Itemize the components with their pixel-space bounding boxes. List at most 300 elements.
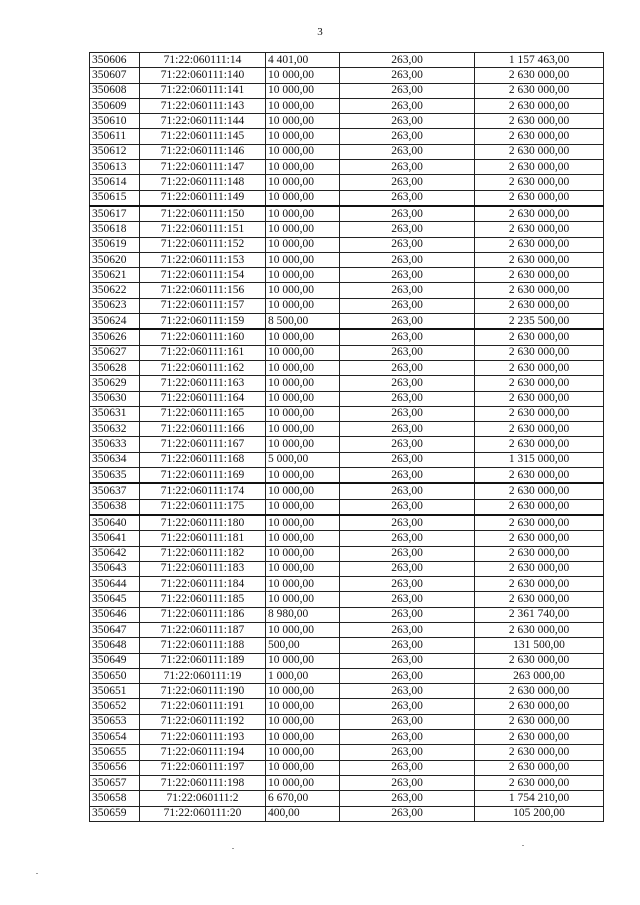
cadastral-number-cell: 71:22:060111:149	[140, 190, 266, 206]
cadastral-number-cell: 71:22:060111:188	[140, 638, 266, 653]
rate-cell: 263,00	[340, 175, 475, 190]
area-cell: 10 000,00	[266, 268, 340, 283]
row-id-cell: 350652	[90, 699, 140, 714]
area-cell: 6 670,00	[266, 791, 340, 806]
area-cell: 10 000,00	[266, 360, 340, 375]
cadastral-number-cell: 71:22:060111:193	[140, 730, 266, 745]
area-cell: 10 000,00	[266, 699, 340, 714]
cadastral-number-cell: 71:22:060111:185	[140, 592, 266, 607]
cadastral-number-cell: 71:22:060111:152	[140, 237, 266, 252]
cadastral-number-cell: 71:22:060111:174	[140, 483, 266, 499]
table-row	[90, 206, 604, 222]
table-row	[90, 483, 604, 499]
cadastral-number-cell: 71:22:060111:148	[140, 175, 266, 190]
cadastral-number-cell: 71:22:060111:164	[140, 391, 266, 406]
row-id-cell: 350611	[90, 129, 140, 144]
rate-cell: 263,00	[340, 190, 475, 206]
table-row	[90, 699, 604, 714]
cadastral-number-cell: 71:22:060111:20	[140, 806, 266, 821]
value-cell: 2 630 000,00	[475, 222, 604, 237]
value-cell: 2 630 000,00	[475, 268, 604, 283]
area-cell: 10 000,00	[266, 391, 340, 406]
value-cell: 2 630 000,00	[475, 760, 604, 775]
value-cell: 2 630 000,00	[475, 714, 604, 729]
rate-cell: 263,00	[340, 806, 475, 821]
value-cell: 1 754 210,00	[475, 791, 604, 806]
table-row	[90, 298, 604, 313]
area-cell: 8 500,00	[266, 314, 340, 330]
table-row	[90, 391, 604, 406]
table-row	[90, 406, 604, 421]
rate-cell: 263,00	[340, 237, 475, 252]
cadastral-number-cell: 71:22:060111:194	[140, 745, 266, 760]
value-cell: 2 630 000,00	[475, 622, 604, 637]
rate-cell: 263,00	[340, 668, 475, 683]
rate-cell: 263,00	[340, 653, 475, 668]
table-row	[90, 437, 604, 452]
scan-speck	[232, 848, 234, 849]
value-cell: 2 630 000,00	[475, 98, 604, 113]
table-row	[90, 468, 604, 484]
row-id-cell: 350641	[90, 531, 140, 546]
row-id-cell: 350657	[90, 775, 140, 790]
rate-cell: 263,00	[340, 592, 475, 607]
rate-cell: 263,00	[340, 129, 475, 144]
rate-cell: 263,00	[340, 376, 475, 391]
value-cell: 2 630 000,00	[475, 252, 604, 267]
cadastral-number-cell: 71:22:060111:161	[140, 345, 266, 360]
table-row	[90, 329, 604, 345]
rate-cell: 263,00	[340, 160, 475, 175]
value-cell: 131 500,00	[475, 638, 604, 653]
area-cell: 10 000,00	[266, 206, 340, 222]
rate-cell: 263,00	[340, 360, 475, 375]
rate-cell: 263,00	[340, 252, 475, 267]
table-row	[90, 714, 604, 729]
value-cell: 2 630 000,00	[475, 730, 604, 745]
area-cell: 10 000,00	[266, 730, 340, 745]
table-row	[90, 561, 604, 576]
row-id-cell: 350614	[90, 175, 140, 190]
row-id-cell: 350607	[90, 68, 140, 83]
cadastral-number-cell: 71:22:060111:197	[140, 760, 266, 775]
row-id-cell: 350655	[90, 745, 140, 760]
cadastral-number-cell: 71:22:060111:156	[140, 283, 266, 298]
row-id-cell: 350643	[90, 561, 140, 576]
table-row	[90, 422, 604, 437]
scan-speck	[522, 845, 524, 846]
row-id-cell: 350619	[90, 237, 140, 252]
cadastral-number-cell: 71:22:060111:153	[140, 252, 266, 267]
table-row	[90, 684, 604, 699]
value-cell: 2 630 000,00	[475, 237, 604, 252]
table-row	[90, 791, 604, 806]
rate-cell: 263,00	[340, 760, 475, 775]
row-id-cell: 350650	[90, 668, 140, 683]
row-id-cell: 350629	[90, 376, 140, 391]
value-cell: 105 200,00	[475, 806, 604, 821]
rate-cell: 263,00	[340, 53, 475, 68]
area-cell: 10 000,00	[266, 468, 340, 484]
table-row	[90, 175, 604, 190]
table-body	[90, 53, 604, 822]
row-id-cell: 350653	[90, 714, 140, 729]
table-row	[90, 190, 604, 206]
table-row	[90, 452, 604, 467]
table-row	[90, 376, 604, 391]
cadastral-number-cell: 71:22:060111:184	[140, 577, 266, 592]
value-cell: 2 630 000,00	[475, 129, 604, 144]
cadastral-number-cell: 71:22:060111:162	[140, 360, 266, 375]
row-id-cell: 350626	[90, 329, 140, 345]
cadastral-number-cell: 71:22:060111:192	[140, 714, 266, 729]
rate-cell: 263,00	[340, 699, 475, 714]
row-id-cell: 350628	[90, 360, 140, 375]
row-id-cell: 350648	[90, 638, 140, 653]
row-id-cell: 350630	[90, 391, 140, 406]
rate-cell: 263,00	[340, 745, 475, 760]
area-cell: 10 000,00	[266, 144, 340, 159]
rate-cell: 263,00	[340, 68, 475, 83]
rate-cell: 263,00	[340, 452, 475, 467]
row-id-cell: 350645	[90, 592, 140, 607]
table-row	[90, 515, 604, 531]
rate-cell: 263,00	[340, 391, 475, 406]
rate-cell: 263,00	[340, 531, 475, 546]
area-cell: 10 000,00	[266, 345, 340, 360]
cadastral-number-cell: 71:22:060111:186	[140, 607, 266, 622]
table-row	[90, 345, 604, 360]
cadastral-number-cell: 71:22:060111:159	[140, 314, 266, 330]
cadastral-number-cell: 71:22:060111:151	[140, 222, 266, 237]
table-row	[90, 360, 604, 375]
area-cell: 10 000,00	[266, 283, 340, 298]
value-cell: 2 630 000,00	[475, 546, 604, 561]
value-cell: 2 630 000,00	[475, 561, 604, 576]
area-cell: 10 000,00	[266, 653, 340, 668]
value-cell: 1 157 463,00	[475, 53, 604, 68]
rate-cell: 263,00	[340, 775, 475, 790]
row-id-cell: 350620	[90, 252, 140, 267]
row-id-cell: 350646	[90, 607, 140, 622]
table-row	[90, 607, 604, 622]
value-cell: 2 630 000,00	[475, 437, 604, 452]
rate-cell: 263,00	[340, 406, 475, 421]
table-row	[90, 653, 604, 668]
value-cell: 2 630 000,00	[475, 206, 604, 222]
area-cell: 10 000,00	[266, 684, 340, 699]
rate-cell: 263,00	[340, 222, 475, 237]
cadastral-number-cell: 71:22:060111:19	[140, 668, 266, 683]
area-cell: 5 000,00	[266, 452, 340, 467]
rate-cell: 263,00	[340, 684, 475, 699]
value-cell: 2 630 000,00	[475, 699, 604, 714]
row-id-cell: 350638	[90, 499, 140, 515]
row-id-cell: 350621	[90, 268, 140, 283]
value-cell: 2 630 000,00	[475, 515, 604, 531]
value-cell: 2 630 000,00	[475, 329, 604, 345]
row-id-cell: 350649	[90, 653, 140, 668]
cadastral-number-cell: 71:22:060111:143	[140, 98, 266, 113]
cadastral-number-cell: 71:22:060111:147	[140, 160, 266, 175]
value-cell: 2 630 000,00	[475, 298, 604, 313]
table-row	[90, 638, 604, 653]
row-id-cell: 350659	[90, 806, 140, 821]
area-cell: 10 000,00	[266, 760, 340, 775]
rate-cell: 263,00	[340, 298, 475, 313]
page-number: 3	[317, 26, 323, 38]
row-id-cell: 350654	[90, 730, 140, 745]
area-cell: 10 000,00	[266, 222, 340, 237]
row-id-cell: 350637	[90, 483, 140, 499]
area-cell: 4 401,00	[266, 53, 340, 68]
value-cell: 2 630 000,00	[475, 144, 604, 159]
area-cell: 10 000,00	[266, 237, 340, 252]
area-cell: 10 000,00	[266, 577, 340, 592]
row-id-cell: 350656	[90, 760, 140, 775]
row-id-cell: 350615	[90, 190, 140, 206]
area-cell: 10 000,00	[266, 376, 340, 391]
cadastral-number-cell: 71:22:060111:157	[140, 298, 266, 313]
rate-cell: 263,00	[340, 577, 475, 592]
area-cell: 10 000,00	[266, 561, 340, 576]
value-cell: 2 630 000,00	[475, 422, 604, 437]
cadastral-number-cell: 71:22:060111:140	[140, 68, 266, 83]
table-row	[90, 68, 604, 83]
value-cell: 2 630 000,00	[475, 345, 604, 360]
area-cell: 10 000,00	[266, 714, 340, 729]
value-cell: 2 630 000,00	[475, 499, 604, 515]
area-cell: 10 000,00	[266, 190, 340, 206]
cadastral-number-cell: 71:22:060111:14	[140, 53, 266, 68]
row-id-cell: 350640	[90, 515, 140, 531]
value-cell: 263 000,00	[475, 668, 604, 683]
rate-cell: 263,00	[340, 622, 475, 637]
table-row	[90, 806, 604, 821]
area-cell: 10 000,00	[266, 437, 340, 452]
value-cell: 2 630 000,00	[475, 175, 604, 190]
row-id-cell: 350642	[90, 546, 140, 561]
value-cell: 2 630 000,00	[475, 483, 604, 499]
rate-cell: 263,00	[340, 268, 475, 283]
cadastral-number-cell: 71:22:060111:189	[140, 653, 266, 668]
row-id-cell: 350658	[90, 791, 140, 806]
cadastral-number-cell: 71:22:060111:2	[140, 791, 266, 806]
value-cell: 2 630 000,00	[475, 406, 604, 421]
value-cell: 2 630 000,00	[475, 83, 604, 98]
area-cell: 10 000,00	[266, 98, 340, 113]
row-id-cell: 350606	[90, 53, 140, 68]
row-id-cell: 350622	[90, 283, 140, 298]
table-row	[90, 546, 604, 561]
value-cell: 1 315 000,00	[475, 452, 604, 467]
table-row	[90, 668, 604, 683]
area-cell: 10 000,00	[266, 114, 340, 129]
value-cell: 2 630 000,00	[475, 531, 604, 546]
rate-cell: 263,00	[340, 730, 475, 745]
value-cell: 2 630 000,00	[475, 391, 604, 406]
area-cell: 10 000,00	[266, 68, 340, 83]
table-row	[90, 622, 604, 637]
table-row	[90, 160, 604, 175]
rate-cell: 263,00	[340, 561, 475, 576]
value-cell: 2 630 000,00	[475, 745, 604, 760]
cadastral-number-cell: 71:22:060111:163	[140, 376, 266, 391]
row-id-cell: 350612	[90, 144, 140, 159]
row-id-cell: 350647	[90, 622, 140, 637]
area-cell: 10 000,00	[266, 129, 340, 144]
rate-cell: 263,00	[340, 499, 475, 515]
cadastral-number-cell: 71:22:060111:150	[140, 206, 266, 222]
value-cell: 2 235 500,00	[475, 314, 604, 330]
area-cell: 400,00	[266, 806, 340, 821]
row-id-cell: 350609	[90, 98, 140, 113]
cadastral-number-cell: 71:22:060111:187	[140, 622, 266, 637]
value-cell: 2 630 000,00	[475, 653, 604, 668]
row-id-cell: 350632	[90, 422, 140, 437]
table-row	[90, 499, 604, 515]
row-id-cell: 350610	[90, 114, 140, 129]
value-cell: 2 630 000,00	[475, 684, 604, 699]
area-cell: 10 000,00	[266, 531, 340, 546]
cadastral-number-cell: 71:22:060111:141	[140, 83, 266, 98]
land-parcel-table	[89, 52, 604, 822]
rate-cell: 263,00	[340, 98, 475, 113]
table-row	[90, 83, 604, 98]
cadastral-number-cell: 71:22:060111:183	[140, 561, 266, 576]
table-row	[90, 252, 604, 267]
area-cell: 10 000,00	[266, 592, 340, 607]
cadastral-number-cell: 71:22:060111:182	[140, 546, 266, 561]
rate-cell: 263,00	[340, 515, 475, 531]
cadastral-number-cell: 71:22:060111:167	[140, 437, 266, 452]
value-cell: 2 630 000,00	[475, 592, 604, 607]
row-id-cell: 350623	[90, 298, 140, 313]
area-cell: 10 000,00	[266, 175, 340, 190]
value-cell: 2 630 000,00	[475, 283, 604, 298]
area-cell: 10 000,00	[266, 160, 340, 175]
value-cell: 2 361 740,00	[475, 607, 604, 622]
table-row	[90, 730, 604, 745]
value-cell: 2 630 000,00	[475, 468, 604, 484]
area-cell: 8 980,00	[266, 607, 340, 622]
value-cell: 2 630 000,00	[475, 160, 604, 175]
row-id-cell: 350651	[90, 684, 140, 699]
area-cell: 10 000,00	[266, 745, 340, 760]
cadastral-number-cell: 71:22:060111:154	[140, 268, 266, 283]
area-cell: 10 000,00	[266, 329, 340, 345]
cadastral-number-cell: 71:22:060111:169	[140, 468, 266, 484]
row-id-cell: 350633	[90, 437, 140, 452]
value-cell: 2 630 000,00	[475, 376, 604, 391]
rate-cell: 263,00	[340, 638, 475, 653]
rate-cell: 263,00	[340, 714, 475, 729]
table-row	[90, 577, 604, 592]
value-cell: 2 630 000,00	[475, 577, 604, 592]
value-cell: 2 630 000,00	[475, 360, 604, 375]
row-id-cell: 350617	[90, 206, 140, 222]
table-row	[90, 129, 604, 144]
area-cell: 10 000,00	[266, 298, 340, 313]
table-row	[90, 745, 604, 760]
rate-cell: 263,00	[340, 468, 475, 484]
area-cell: 10 000,00	[266, 622, 340, 637]
rate-cell: 263,00	[340, 483, 475, 499]
rate-cell: 263,00	[340, 144, 475, 159]
cadastral-number-cell: 71:22:060111:145	[140, 129, 266, 144]
value-cell: 2 630 000,00	[475, 114, 604, 129]
row-id-cell: 350618	[90, 222, 140, 237]
table-row	[90, 775, 604, 790]
cadastral-number-cell: 71:22:060111:175	[140, 499, 266, 515]
table-row	[90, 314, 604, 330]
table-row	[90, 222, 604, 237]
cadastral-number-cell: 71:22:060111:180	[140, 515, 266, 531]
row-id-cell: 350613	[90, 160, 140, 175]
area-cell: 10 000,00	[266, 83, 340, 98]
value-cell: 2 630 000,00	[475, 68, 604, 83]
row-id-cell: 350631	[90, 406, 140, 421]
row-id-cell: 350627	[90, 345, 140, 360]
rate-cell: 263,00	[340, 206, 475, 222]
rate-cell: 263,00	[340, 791, 475, 806]
table-row	[90, 531, 604, 546]
area-cell: 1 000,00	[266, 668, 340, 683]
cadastral-number-cell: 71:22:060111:166	[140, 422, 266, 437]
area-cell: 10 000,00	[266, 499, 340, 515]
rate-cell: 263,00	[340, 314, 475, 330]
cadastral-number-cell: 71:22:060111:181	[140, 531, 266, 546]
table-row	[90, 268, 604, 283]
table-row	[90, 760, 604, 775]
rate-cell: 263,00	[340, 437, 475, 452]
row-id-cell: 350644	[90, 577, 140, 592]
scan-speck	[36, 873, 38, 874]
rate-cell: 263,00	[340, 546, 475, 561]
row-id-cell: 350624	[90, 314, 140, 330]
cadastral-number-cell: 71:22:060111:190	[140, 684, 266, 699]
rate-cell: 263,00	[340, 345, 475, 360]
cadastral-number-cell: 71:22:060111:160	[140, 329, 266, 345]
area-cell: 10 000,00	[266, 483, 340, 499]
value-cell: 2 630 000,00	[475, 775, 604, 790]
area-cell: 10 000,00	[266, 252, 340, 267]
table-row	[90, 283, 604, 298]
cadastral-number-cell: 71:22:060111:168	[140, 452, 266, 467]
cadastral-number-cell: 71:22:060111:146	[140, 144, 266, 159]
table-row	[90, 144, 604, 159]
table-row	[90, 53, 604, 68]
row-id-cell: 350608	[90, 83, 140, 98]
cadastral-number-cell: 71:22:060111:165	[140, 406, 266, 421]
cadastral-number-cell: 71:22:060111:191	[140, 699, 266, 714]
rate-cell: 263,00	[340, 283, 475, 298]
cadastral-number-cell: 71:22:060111:144	[140, 114, 266, 129]
area-cell: 10 000,00	[266, 546, 340, 561]
area-cell: 500,00	[266, 638, 340, 653]
value-cell: 2 630 000,00	[475, 190, 604, 206]
row-id-cell: 350635	[90, 468, 140, 484]
area-cell: 10 000,00	[266, 406, 340, 421]
rate-cell: 263,00	[340, 607, 475, 622]
table-row	[90, 592, 604, 607]
area-cell: 10 000,00	[266, 422, 340, 437]
rate-cell: 263,00	[340, 83, 475, 98]
rate-cell: 263,00	[340, 422, 475, 437]
area-cell: 10 000,00	[266, 515, 340, 531]
table-row	[90, 114, 604, 129]
rate-cell: 263,00	[340, 329, 475, 345]
